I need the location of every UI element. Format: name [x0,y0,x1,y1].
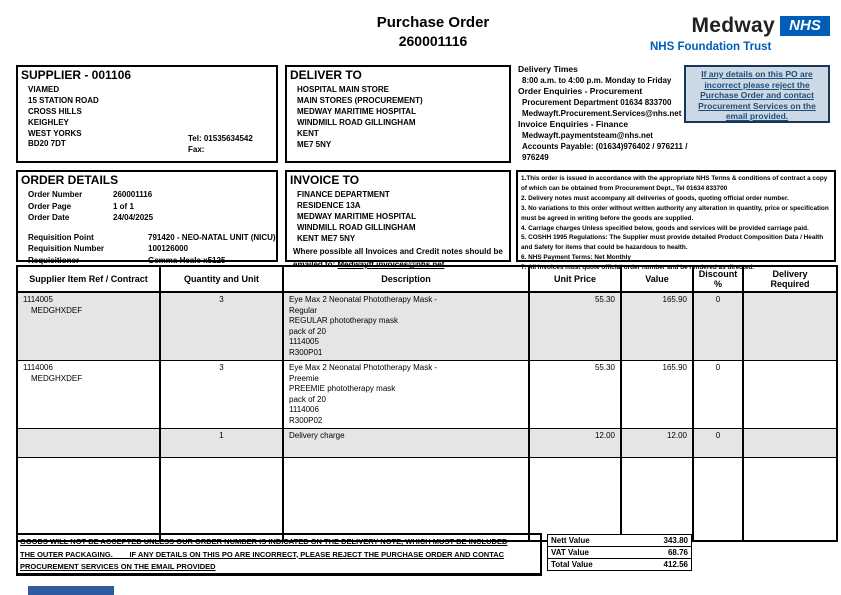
item-description-cell [283,361,529,429]
item-description-line: R300P01 [289,347,323,357]
supplier-telfax [188,133,253,155]
spacer [18,224,276,232]
invoice-to-box [285,170,511,269]
total-label: VAT Value [551,548,589,557]
po-incorrect-notice: If any details on this PO are incorrect please reject the Purchase Order and contact Procurement Services on the email provided. [684,65,830,123]
nhs-logo-icon: NHS [780,16,830,36]
terms-item: 6. NHS Payment Terms: Net Monthly [521,254,631,262]
total-label: Nett Value [551,536,590,545]
goods-acceptance-notice [16,533,542,576]
trust-subtitle: NHS Foundation Trust [650,41,772,53]
col-header-unit-price: Unit Price [529,266,621,292]
invoice-address-line: KENT ME7 5NY [297,234,356,243]
field-label: Requisitioner [28,255,80,265]
col-header-discount-pct: % [713,279,722,289]
document-title-block [283,14,583,49]
totals-block [547,534,692,571]
total-label: Total Value [551,560,593,569]
order-enquiries-phone: Procurement Department 01634 833700 [522,98,672,107]
col-header-supplier-ref: Supplier Item Ref / Contract [17,266,160,292]
item-description-line: R300P02 [289,415,323,425]
supplier-heading: SUPPLIER - 001106 [21,68,132,82]
supplier-tel: Tel: 01535634542 [188,134,253,143]
deliver-address-line: ME7 5NY [297,140,332,149]
table-empty-filler-row [17,458,837,541]
invoice-to-heading: INVOICE TO [290,173,360,187]
invoice-note-line1: Where possible all Invoices and Credit notes should be [293,247,503,256]
deliver-to-box [285,65,511,163]
deliver-address-line: MAIN STORES (PROCUREMENT) [297,96,423,105]
footer-blue-mark [28,586,114,595]
order-number-row [18,189,276,201]
item-description-line: Regular [289,305,318,315]
field-value: 24/04/2025 [113,213,154,222]
item-description-line: 1114006 [289,405,319,414]
supplier-address-line: WEST YORKS [28,129,82,138]
item-ref: 1114005 [23,295,53,304]
trust-logo [650,14,830,53]
item-discount: 0 [693,361,743,429]
item-description-line: pack of 20 [289,326,326,336]
total-value-row [547,558,692,571]
terms-and-conditions-box [516,170,836,272]
goods-notice-line: PROCUREMENT SERVICES ON THE EMAIL PROVIDED [20,562,216,571]
col-header-discount-line: Discount [698,269,738,279]
supplier-box [16,65,278,163]
item-value: 165.90 [621,361,693,429]
item-description-line: Delivery charge [289,431,345,440]
item-value: 12.00 [621,429,693,458]
item-ref-cell [17,361,160,429]
accounts-payable-line: Accounts Payable: (01634)976402 / 976211 / 976249 [522,142,688,162]
item-description-cell [283,292,529,361]
goods-notice-line: THE OUTER PACKAGING. IF ANY DETAILS ON THIS PO ARE INCORRECT, PLEASE REJECT THE PURCHASE ORDER AND CONTAC [20,549,505,559]
supplier-postcode: BD20 7DT [28,139,66,148]
item-discount: 0 [693,429,743,458]
invoice-enquiries-email: Medwayft.paymentsteam@nhs.net [522,131,653,140]
requisition-point-row [18,232,276,244]
item-delivery-required [743,429,837,458]
item-delivery-required [743,361,837,429]
item-unit-price: 55.30 [529,292,621,361]
terms-item: 2. Delivery notes must accompany all deliveries of goods, quoting official order number. [521,194,789,202]
total-value: 412.56 [663,560,688,569]
field-value: 260001116 [113,190,153,199]
field-value: 100126000 [148,244,189,253]
order-date-row [18,212,276,224]
item-qty: 3 [160,292,283,361]
requisition-number-row [18,243,276,255]
order-enquiries-email: Medwayft.Procurement.Services@nhs.net [522,109,682,118]
invoice-address-line: RESIDENCE 13A [297,201,361,210]
invoice-note-prefix: emailed to: [293,260,338,269]
item-description-line: REGULAR phototherapy mask [289,316,398,325]
item-ref-cell [17,429,160,458]
col-header-value: Value [621,266,693,292]
item-description-cell [283,429,529,458]
item-description-line: Eye Max 2 Neonatal Phototherapy Mask - [289,295,438,304]
item-description-line: PREEMIE phototherapy mask [289,384,396,393]
field-value: 791420 - NEO-NATAL UNIT (NICU) [148,232,276,242]
contact-info-block [518,64,693,163]
order-number-title: 260001116 [398,33,468,49]
delivery-times-value: 8:00 a.m. to 4:00 p.m. Monday to Friday [522,76,672,85]
deliver-address-line: WINDMILL ROAD GILLINGHAM [297,118,416,127]
item-qty: 1 [160,429,283,458]
item-discount: 0 [693,292,743,361]
table-row [17,429,837,458]
total-value: 68.76 [667,548,688,557]
item-unit-price: 12.00 [529,429,621,458]
deliver-address-line: HOSPITAL MAIN STORE [297,85,390,94]
item-contract: MEDGHXDEF [31,373,83,383]
terms-item: 7. All invoices must quote official order number and be rendered as directed. [521,264,755,272]
total-value: 343.80 [663,536,688,545]
field-label: Requisition Number [28,244,105,253]
item-delivery-required [743,292,837,361]
goods-notice-line: GOODS WILL NOT BE ACCEPTED UNLESS OUR ORDER NUMBER IS INDICATED ON THE DELIVERY NOTE, WHICH MUST BE INCLUDED [20,537,508,546]
deliver-address-line: KENT [297,129,319,138]
field-label: Order Date [28,213,70,222]
supplier-address-line: 15 STATION ROAD [28,96,99,105]
item-ref: 1114006 [23,363,53,372]
field-value: Gemma Heale x5125 [148,255,226,265]
col-header-quantity: Quantity and Unit [160,266,283,292]
invoice-enquiries-heading: Invoice Enquiries - Finance [518,119,629,129]
deliver-to-heading: DELIVER TO [290,68,362,82]
order-details-heading: ORDER DETAILS [21,173,119,187]
item-description-line: pack of 20 [289,394,326,404]
invoice-address-line: FINANCE DEPARTMENT [297,190,390,199]
table-header-row [17,266,837,292]
item-contract: MEDGHXDEF [31,305,83,315]
item-description-line: Eye Max 2 Neonatal Phototherapy Mask - [289,363,438,372]
terms-item: 1.This order is issued in accordance with the appropriate NHS Terms & conditions of contract a copy of which can be obtained from Procurement Dept., Tel 01634 833700 [521,175,828,192]
item-qty: 3 [160,361,283,429]
page-title: Purchase Order [376,14,490,31]
line-items-table [16,265,838,542]
terms-item: 3. No variations to this order without written authority any alteration in quantity, price or specification must be agreed in writing before the goods are supplied. [521,204,829,222]
supplier-address-line: KEIGHLEY [28,118,69,127]
invoice-address-line: MEDWAY MARITIME HOSPITAL [297,212,416,221]
item-ref-cell [17,292,160,361]
item-description-line: Preemie [289,373,319,383]
invoice-address-line: WINDMILL ROAD GILLINGHAM [297,223,416,232]
field-value: 1 of 1 [113,201,134,211]
delivery-times-heading: Delivery Times [518,64,578,74]
order-page-row [18,201,276,213]
field-label: Order Page [28,201,72,211]
item-value: 165.90 [621,292,693,361]
col-header-discount [693,266,743,292]
item-description-line: 1114005 [289,337,319,346]
terms-item: 4. Carriage charges Unless specified below, goods and services will be provided carriage paid. [521,224,809,232]
field-label: Order Number [28,190,83,199]
col-header-description: Description [283,266,529,292]
supplier-address-line: CROSS HILLS [28,107,82,116]
trust-logo-row [650,14,830,38]
field-label: Requisition Point [28,232,94,242]
table-row [17,361,837,429]
col-header-delivery-required [743,266,837,292]
item-unit-price: 55.30 [529,361,621,429]
terms-item: 5. COSHH 1995 Regulations: The Supplier must provide detailed Product Composition Data / Health and Safety for items that could be hazardous to health. [521,234,824,252]
col-header-delivery-line2: Required [770,279,810,289]
order-details-box [16,170,278,265]
supplier-address-line: VIAMED [28,85,60,94]
deliver-address-line: MEDWAY MARITIME HOSPITAL [297,107,416,116]
trust-name: Medway [691,14,775,37]
order-enquiries-heading: Order Enquiries - Procurement [518,86,643,96]
col-header-delivery-line: Delivery [772,269,808,279]
supplier-fax: Fax: [188,145,205,154]
table-row [17,292,837,361]
invoice-email: Medwayft.invoices@nhs.net [337,260,445,269]
